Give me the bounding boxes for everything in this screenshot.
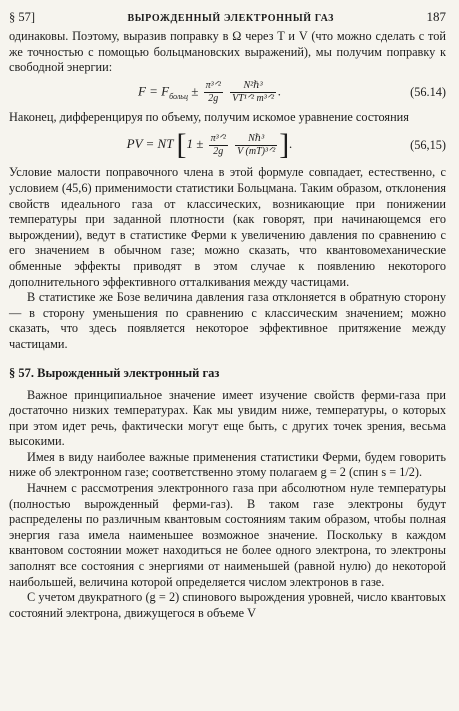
paragraph: Имея в виду наиболее важные применения статистики Ферми, будем говорить ниже об электронном газе; соответственно этому полагаем g = 2 (спин s = 1/2). [9,449,446,480]
paragraph: Условие малости поправочного члена в этой формуле совпадает, естественно, с условием (45,6) применимости статистики Больцмана. Таким образом, отклонения свойств идеального газа от классических, возникающие при понижении температуры при заданной плотности (как говорят, при начинающемся его вырождении), ведут в статистике Ферми к увеличению давления по сравнению с его значением в обычном газе; можно сказать, что квантовомеханические обменные эффекты приводят в этом случае к появлению некоторого дополнительного эффективного отталкивания между частицами. [9,165,446,289]
equation-number: (56.14) [410,85,446,100]
paragraph: одинаковы. Поэтому, выразив поправку в Ω через T и V (что можно сделать с той же точностью с помощью больцмановских выражений), мы получим поправку к свободной энергии: [9,29,446,75]
paragraph: Наконец, дифференцируя по объему, получим искомое уравнение состояния [9,109,409,124]
fraction: $\frac{\text{Nℏ³}}{\text{V (mT)³ᐟ²}}$ [237,132,276,157]
page-number: 187 [426,9,446,24]
fraction: $\frac{\text{π³ᐟ²}}{2g}$ [205,80,221,105]
equation-56-14: $F = F_{больц}$ ± $\frac{\text{π³ᐟ²}}{2g}$ $\frac{\text{N²ℏ³}}{\text{VT¹ᐟ² m³ᐟ²}}$ . (56.14) [137,80,446,105]
header-section: § 57] [9,10,36,24]
paragraph: Важное принципиальное значение имеет изучение свойств ферми-газа при достаточно низких температурах. Как мы увидим ниже, температуры, о которых при этом идет речь, фактически могут еще быть, с других точек зрения, весьма высокими. [9,387,446,449]
paragraph: С учетом двукратного (g = 2) спинового вырождения уровней, число квантовых состояний электрона, движущегося в объеме V [9,590,446,620]
header-title: ВЫРОЖДЕННЫЙ ЭЛЕКТРОННЫЙ ГАЗ [127,13,335,24]
running-header [9,9,446,29]
paragraph: Начнем с рассмотрения электронного газа при абсолютном нуле температуры (полностью вырожденный ферми-газ). В таком газе электроны будут распределены по различным квантовым состояниям таким образом, чтобы полная энергия газа имела наименьшее возможное значение. Поскольку в каждом квантовом состоянии может находиться не более одного электрона, то электроны заполнят все состояния с энергиями от наименьшей (равной нулю) до некоторой наибольшей, величина которой определяется числом электронов в газе. [9,481,446,589]
equation-number: (56,15) [410,137,446,152]
paragraph: В статистике же Бозе величина давления газа отклоняется в обратную сторону — в сторону уменьшения по сравнению с классическим значением; можно сказать, что здесь появляется некоторое эффективное притяжение между частицами. [9,290,446,351]
section-heading: § 57. Вырожденный электронный газ [9,365,220,380]
equation-56-15: PV = NT [1 ± $\frac{\text{π³ᐟ²}}{2g}$ $\frac{\text{Nℏ³}}{\text{V (mT)³ᐟ²}}$ ]. (56,15) [126,128,446,162]
fraction: $\frac{\text{N²ℏ³}}{\text{VT¹ᐟ² m³ᐟ²}}$ [232,80,274,105]
fraction: $\frac{\text{π³ᐟ²}}{2g}$ [210,132,226,157]
